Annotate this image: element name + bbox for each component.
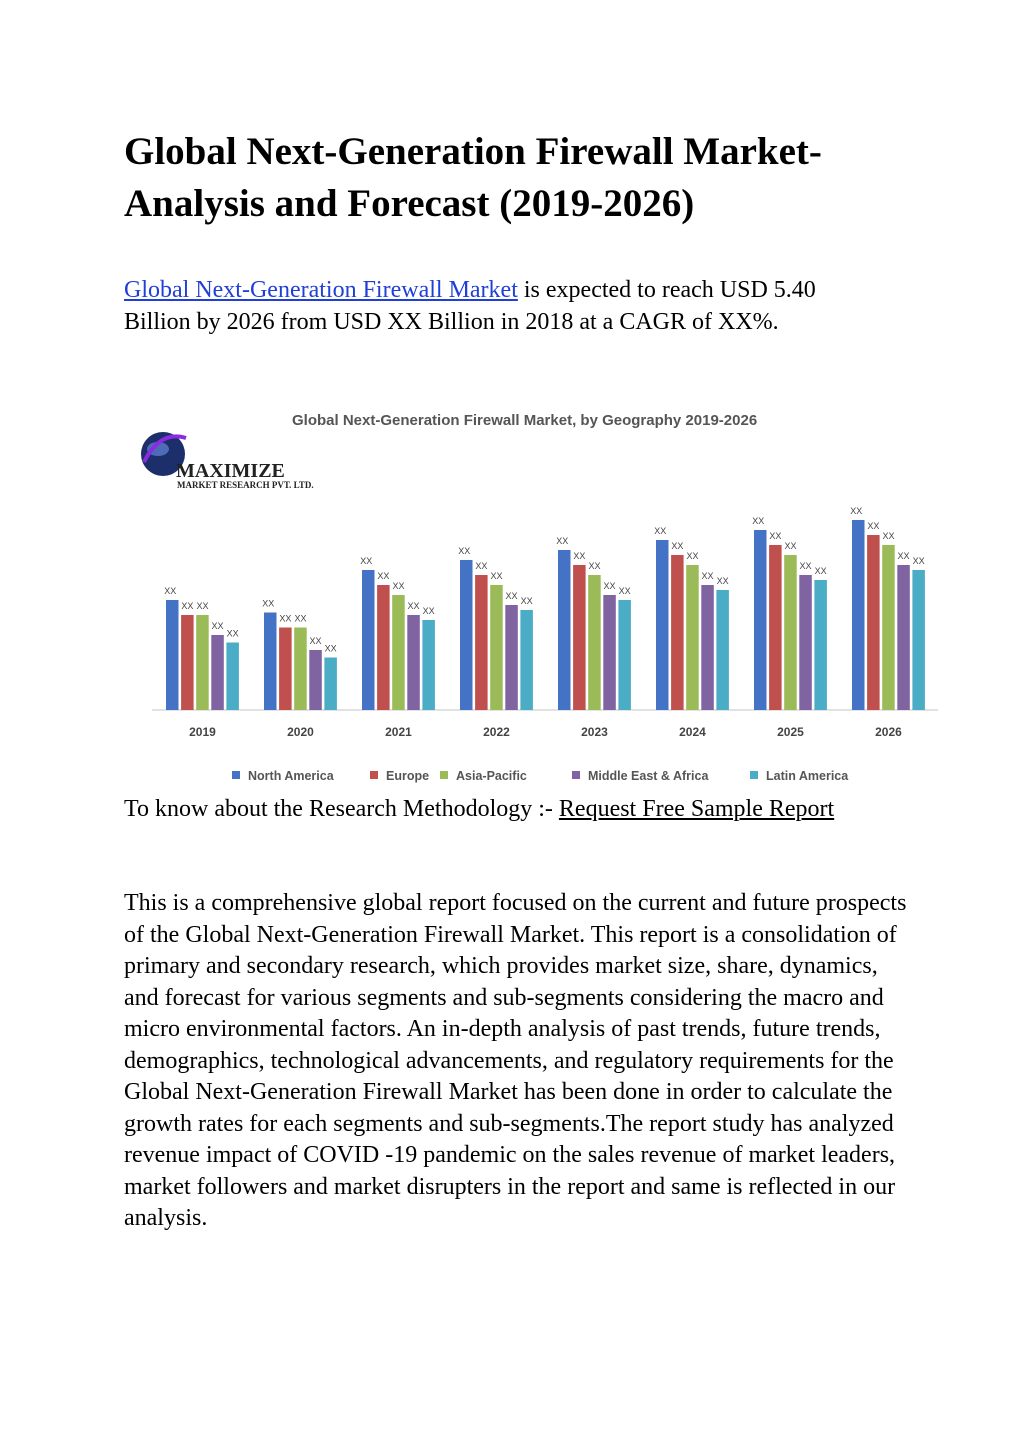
- data-label: XX: [181, 601, 194, 611]
- x-tick-label: 2022: [483, 725, 510, 739]
- data-label: XX: [407, 601, 420, 611]
- x-tick-label: 2026: [875, 725, 902, 739]
- legend-label: Latin America: [766, 769, 849, 783]
- request-sample-link[interactable]: Request Free Sample Report: [558, 796, 835, 822]
- data-label: XX: [716, 576, 729, 586]
- data-label: XX: [262, 598, 275, 609]
- bar-north-america-2021: [362, 570, 375, 710]
- bar-europe-2019: [181, 615, 194, 710]
- data-label: XX: [799, 561, 812, 571]
- bar-north-america-2024: [656, 540, 669, 710]
- data-label: XX: [505, 591, 518, 601]
- bar-europe-2026: [867, 535, 880, 710]
- bar-middle-east-africa-2025: [799, 575, 812, 710]
- bar-middle-east-africa-2026: [897, 565, 910, 710]
- legend-swatch: [572, 771, 580, 779]
- data-label: XX: [556, 536, 569, 546]
- data-label: XX: [294, 613, 307, 624]
- bar-latin-america-2024: [716, 590, 729, 710]
- data-label: XX: [422, 606, 435, 616]
- bar-middle-east-africa-2023: [603, 595, 616, 710]
- bar-middle-east-africa-2020: [309, 650, 322, 710]
- bar-europe-2024: [671, 555, 684, 710]
- bar-asia-pacific-2022: [490, 585, 503, 710]
- data-label: XX: [490, 571, 503, 581]
- data-label: XX: [618, 586, 631, 596]
- intro-paragraph: [124, 274, 884, 338]
- bar-latin-america-2026: [912, 570, 925, 710]
- data-label: XX: [882, 531, 895, 541]
- legend-label: Middle East & Africa: [588, 769, 709, 783]
- data-label: XX: [701, 571, 714, 581]
- legend-swatch: [750, 771, 758, 779]
- bar-north-america-2026: [852, 520, 865, 710]
- legend-label: Asia-Pacific: [456, 769, 527, 783]
- bar-europe-2023: [573, 565, 586, 710]
- bar-europe-2021: [377, 585, 390, 710]
- market-chart-figure: [120, 400, 950, 795]
- chart-title: Global Next-Generation Firewall Market, by Geography 2019-2026: [292, 412, 758, 429]
- bar-asia-pacific-2020: [294, 628, 307, 711]
- data-label: XX: [458, 546, 471, 556]
- bar-north-america-2022: [460, 560, 473, 710]
- methodology-paragraph: [124, 793, 894, 825]
- bar-asia-pacific-2019: [196, 615, 209, 710]
- x-tick-label: 2020: [287, 725, 314, 739]
- data-label: XX: [784, 541, 797, 551]
- bar-asia-pacific-2024: [686, 565, 699, 710]
- bar-latin-america-2023: [618, 600, 631, 710]
- market-link[interactable]: Global Next-Generation Firewall Market: [124, 277, 518, 303]
- data-label: XX: [769, 531, 782, 541]
- bar-latin-america-2020: [324, 658, 337, 711]
- maximize-logo: [141, 432, 314, 490]
- data-label: XX: [912, 556, 925, 566]
- bar-latin-america-2021: [422, 620, 435, 710]
- data-label: XX: [671, 541, 684, 551]
- intro-text: is expected to reach USD 5.40 Billion by 2026 from USD XX Billion in 2018 at a CAGR of XX%.: [124, 277, 816, 335]
- plot-area: [152, 506, 938, 739]
- bar-north-america-2025: [754, 530, 767, 710]
- data-label: XX: [850, 506, 863, 516]
- data-label: XX: [814, 566, 827, 576]
- data-label: XX: [360, 556, 373, 566]
- bar-middle-east-africa-2021: [407, 615, 420, 710]
- data-label: XX: [196, 601, 209, 611]
- market-chart: [120, 400, 950, 795]
- x-tick-label: 2025: [777, 725, 804, 739]
- bar-latin-america-2025: [814, 580, 827, 710]
- data-label: XX: [752, 516, 765, 526]
- x-tick-label: 2024: [679, 725, 706, 739]
- legend-swatch: [370, 771, 378, 779]
- bar-europe-2020: [279, 628, 292, 711]
- x-tick-label: 2019: [189, 725, 216, 739]
- data-label: XX: [309, 636, 322, 646]
- bar-middle-east-africa-2019: [211, 635, 224, 710]
- data-label: XX: [588, 561, 601, 571]
- bar-asia-pacific-2025: [784, 555, 797, 710]
- bar-middle-east-africa-2022: [505, 605, 518, 710]
- data-label: XX: [324, 643, 337, 654]
- data-label: XX: [279, 613, 292, 624]
- data-label: XX: [603, 581, 616, 591]
- report-description: This is a comprehensive global report focused on the current and future prospects of the Global Next-Generation Firewall Market. This report is a consolidation of primary and secondary research, which provides market size, share, dynamics, and forecast for various segments and sub-segments considering the macro and micro environmental factors. An in-depth analysis of past trends, future trends, demographics, technological advancements, and regulatory requirements for the Global Next-Generation Firewall Market has been done in order to calculate the growth rates for each segments and sub-segments.The report study has analyzed revenue impact of COVID -19 pandemic on the sales revenue of market leaders, market followers and market disrupters in the report and same is reflected in our analysis.: [124, 890, 907, 1231]
- legend-swatch: [232, 771, 240, 779]
- logo-subtitle: MARKET RESEARCH PVT. LTD.: [177, 480, 314, 490]
- bar-north-america-2019: [166, 600, 179, 710]
- logo-name: MAXIMIZE: [176, 460, 285, 482]
- data-label: XX: [520, 596, 533, 606]
- document-title: Global Next-Generation Firewall Market- Analysis and Forecast (2019-2026): [124, 130, 822, 225]
- bar-middle-east-africa-2024: [701, 585, 714, 710]
- x-tick-label: 2023: [581, 725, 608, 739]
- bar-europe-2022: [475, 575, 488, 710]
- chart-legend: [232, 769, 849, 783]
- data-label: XX: [226, 628, 239, 639]
- data-label: XX: [897, 551, 910, 561]
- data-label: XX: [475, 561, 488, 571]
- legend-label: North America: [248, 769, 334, 783]
- bar-asia-pacific-2023: [588, 575, 601, 710]
- bar-asia-pacific-2021: [392, 595, 405, 710]
- data-label: XX: [654, 526, 667, 536]
- data-label: XX: [573, 551, 586, 561]
- bar-latin-america-2019: [226, 643, 239, 711]
- x-tick-label: 2021: [385, 725, 412, 739]
- legend-swatch: [440, 771, 448, 779]
- data-label: XX: [211, 621, 224, 631]
- data-label: XX: [867, 521, 880, 531]
- legend-label: Europe: [386, 769, 430, 783]
- bar-asia-pacific-2026: [882, 545, 895, 710]
- data-label: XX: [392, 581, 405, 591]
- methodology-text: To know about the Research Methodology :-: [124, 796, 559, 822]
- bar-europe-2025: [769, 545, 782, 710]
- bar-north-america-2023: [558, 550, 571, 710]
- data-label: XX: [164, 586, 177, 596]
- bar-north-america-2020: [264, 613, 277, 711]
- data-label: XX: [686, 551, 699, 561]
- bar-latin-america-2022: [520, 610, 533, 710]
- data-label: XX: [377, 571, 390, 581]
